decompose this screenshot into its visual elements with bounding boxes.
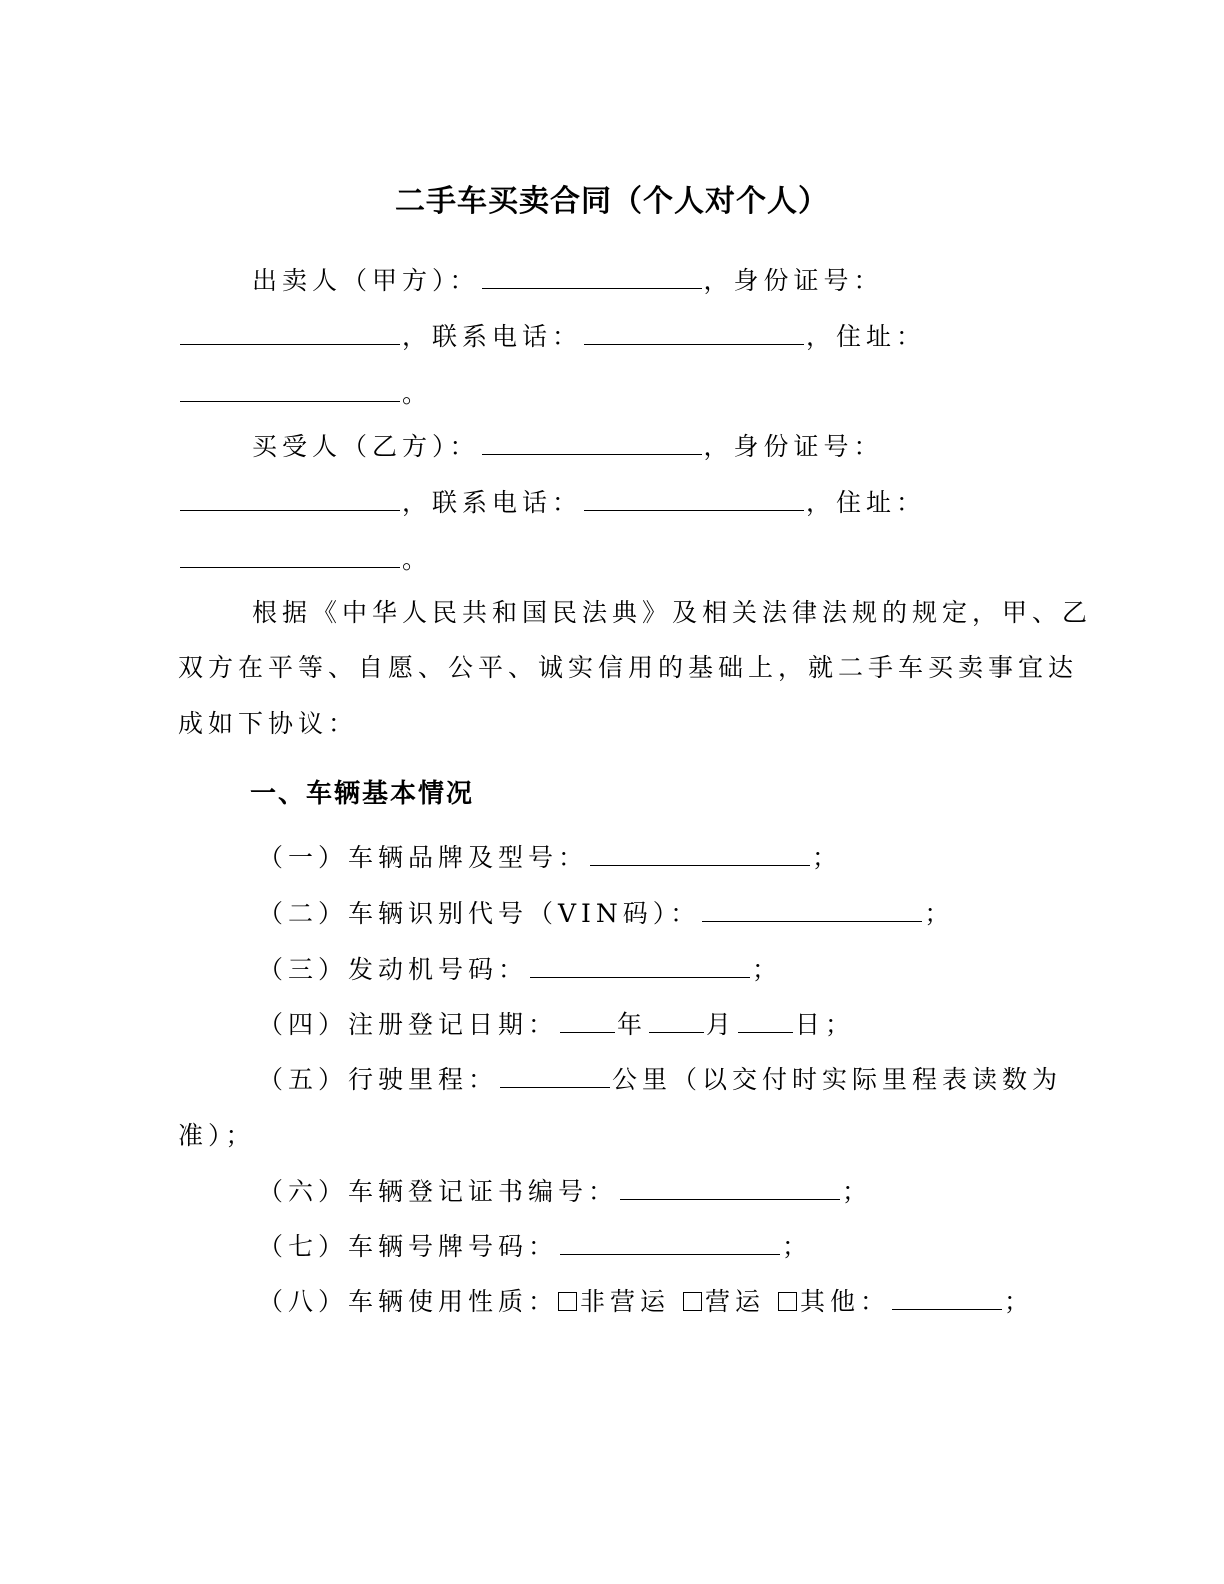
buyer-label: 买受人（乙方）： [252, 432, 480, 461]
item-4-day: 日； [795, 1010, 856, 1039]
item-6-blank [620, 1175, 840, 1200]
item-4-day-blank [738, 1008, 793, 1033]
item-7 [258, 1230, 812, 1264]
item-7-label: （七）车辆号牌号码： [258, 1232, 559, 1261]
seller-name-blank [482, 264, 702, 289]
buyer-id-label: ，身份证号： [703, 432, 884, 461]
item-3-label: （三）发动机号码： [258, 955, 529, 984]
buyer-phone-label: ，联系电话： [402, 488, 583, 517]
buyer-line-2 [178, 486, 926, 520]
buyer-name-blank [482, 430, 702, 455]
buyer-id-blank [180, 486, 400, 511]
seller-line-2 [178, 320, 926, 354]
seller-id-label: ，身份证号： [703, 266, 884, 295]
seller-phone-blank [584, 320, 804, 345]
item-4-year-blank [560, 1008, 615, 1033]
item-4-label: （四）注册登记日期： [258, 1010, 559, 1039]
seller-addr-label: ，住址： [806, 322, 927, 351]
item-4 [258, 1008, 855, 1042]
item-8-opt1: 非营运 [580, 1287, 671, 1316]
item-8-label: （八）车辆使用性质： [258, 1287, 559, 1316]
item-7-blank [560, 1230, 780, 1255]
item-2-blank [702, 897, 922, 922]
item-8-opt2: 营运 [704, 1287, 765, 1316]
item-1-blank [590, 841, 810, 866]
item-6 [258, 1175, 872, 1209]
seller-line-3 [178, 377, 432, 411]
seller-addr-blank [180, 377, 400, 402]
item-5 [258, 1063, 1062, 1097]
item-1-end: ； [812, 843, 843, 872]
item-1-label: （一）车辆品牌及型号： [258, 843, 589, 872]
intro-line-1: 根据《中华人民共和国民法典》及相关法律法规的规定，甲、乙 [252, 598, 1093, 627]
item-8-end: ； [1003, 1287, 1034, 1316]
item-4-month-blank [649, 1008, 704, 1033]
item-1 [258, 841, 842, 875]
item-2 [258, 897, 954, 931]
buyer-phone-blank [584, 486, 804, 511]
non-operating-checkbox[interactable] [558, 1292, 577, 1311]
item-6-label: （六）车辆登记证书编号： [258, 1177, 619, 1206]
buyer-line-1 [252, 430, 884, 464]
item-4-month: 月 [706, 1010, 737, 1039]
other-checkbox[interactable] [778, 1292, 797, 1311]
item-3-blank [530, 953, 750, 978]
item-5-label: （五）行驶里程： [258, 1065, 499, 1094]
intro-line-2: 双方在平等、自愿、公平、诚实信用的基础上，就二手车买卖事宜达 [178, 653, 1079, 682]
seller-phone-label: ，联系电话： [402, 322, 583, 351]
item-8-other-blank [892, 1285, 1002, 1310]
item-2-label: （二）车辆识别代号（VIN码）： [258, 899, 701, 928]
item-3-end: ； [752, 955, 783, 984]
item-4-year: 年 [617, 1010, 648, 1039]
buyer-addr-blank [180, 543, 400, 568]
item-7-end: ； [782, 1232, 813, 1261]
operating-checkbox[interactable] [683, 1292, 702, 1311]
seller-id-blank [180, 320, 400, 345]
intro-line-3: 成如下协议： [178, 709, 359, 738]
document-title: 二手车买卖合同（个人对个人） [395, 184, 829, 219]
item-5-cont: 准）； [178, 1121, 256, 1150]
item-8-opt3: 其他： [799, 1287, 890, 1316]
buyer-line-3 [178, 543, 432, 577]
item-6-end: ； [842, 1177, 873, 1206]
seller-line-1 [252, 264, 884, 298]
item-5-unit: 公里（以交付时实际里程表读数为 [612, 1065, 1063, 1094]
item-8 [258, 1285, 1034, 1319]
item-5-blank [500, 1063, 610, 1088]
item-2-end: ； [924, 899, 955, 928]
item-3 [258, 953, 782, 987]
section-heading: 一、车辆基本情况 [250, 779, 475, 809]
seller-label: 出卖人（甲方）： [252, 266, 480, 295]
buyer-end: 。 [402, 545, 433, 574]
buyer-addr-label: ，住址： [806, 488, 927, 517]
seller-end: 。 [402, 379, 433, 408]
